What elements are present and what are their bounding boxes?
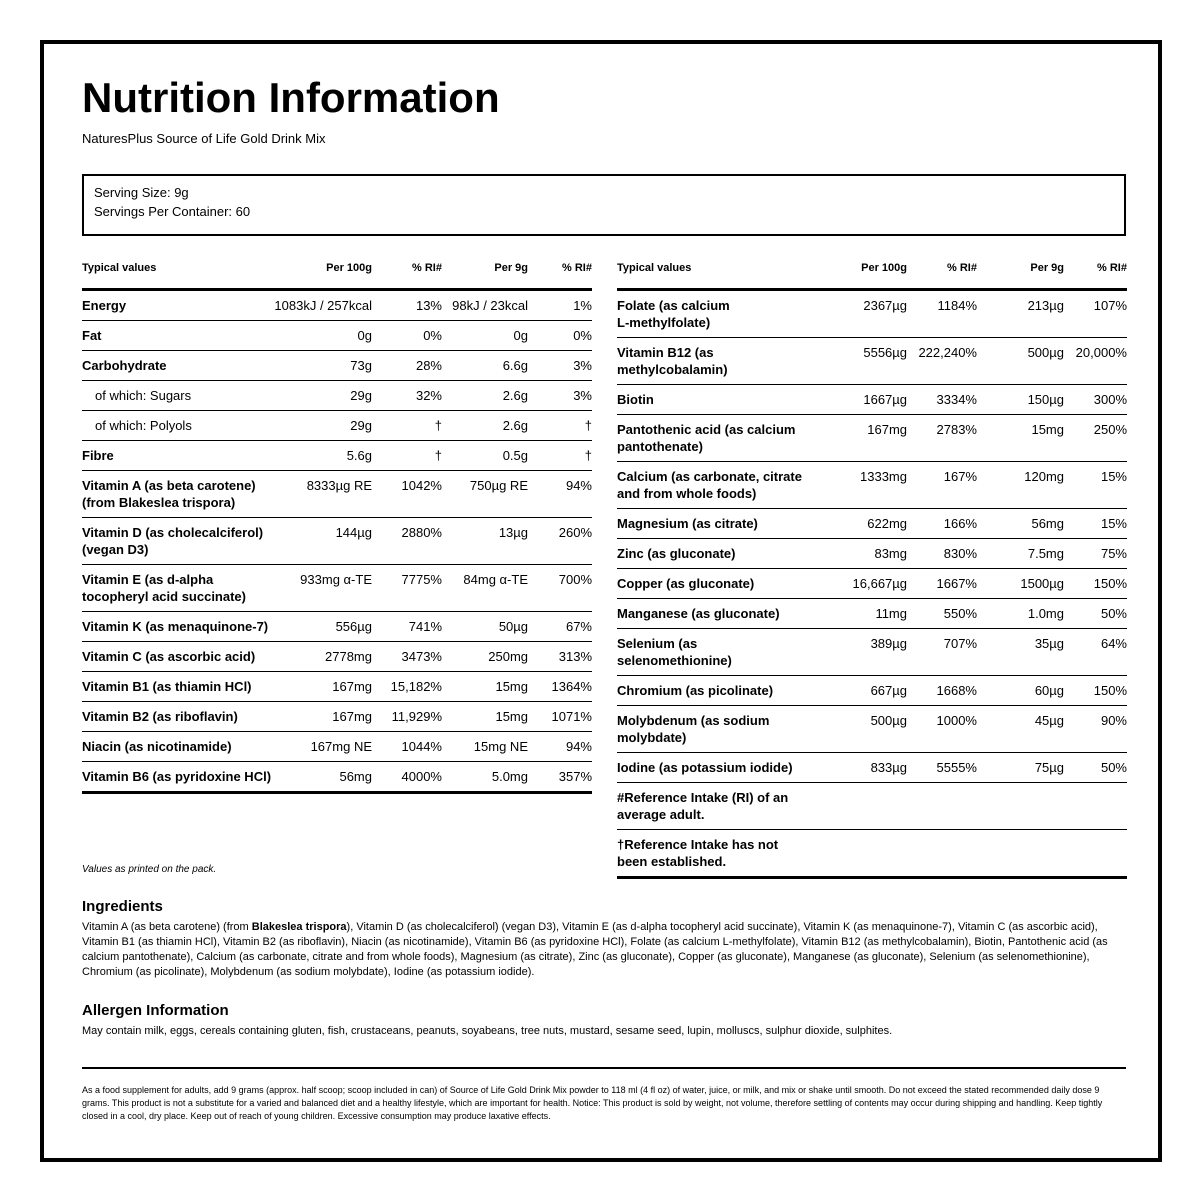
value-per-100g: 1667µg: [817, 385, 907, 415]
value-per-100g: 667µg: [817, 676, 907, 706]
ri-per-100g: 1667%: [907, 569, 977, 599]
allergen-text: May contain milk, eggs, cereals containing gluten, fish, crustaceans, peanuts, soyabeans, tree nuts, mustard, sesame seed, lupin, molluscs, sulphur dioxide, sulphites.: [82, 1025, 893, 1037]
nutrient-name: [617, 290, 817, 338]
value-per-9g: 60µg: [977, 676, 1064, 706]
table-row: [617, 599, 1127, 629]
value-per-100g: [817, 783, 907, 830]
nutrient-name-line: Calcium (as carbonate, citrate: [617, 469, 802, 484]
nutrient-name: Vitamin B1 (as thiamin HCl): [82, 672, 272, 702]
ri-per-100g: 3334%: [907, 385, 977, 415]
value-per-9g: 35µg: [977, 629, 1064, 676]
ri-per-9g: †: [528, 411, 592, 441]
nutrient-name: Fibre: [82, 441, 272, 471]
value-per-100g: 500µg: [817, 706, 907, 753]
nutrient-name-line: molybdate): [617, 730, 687, 745]
nutrition-table-right: [617, 258, 1127, 879]
nutrient-name-line: (from Blakeslea trispora): [82, 495, 236, 510]
nutrient-name: Biotin: [617, 385, 817, 415]
value-per-9g: 1500µg: [977, 569, 1064, 599]
nutrient-name-line: average adult.: [617, 807, 705, 822]
ri-per-9g: 0%: [528, 321, 592, 351]
ri-per-9g: 313%: [528, 642, 592, 672]
value-per-100g: 167mg: [272, 672, 372, 702]
value-per-100g: [817, 830, 907, 878]
value-per-100g: 5556µg: [817, 338, 907, 385]
value-per-9g: 15mg: [977, 415, 1064, 462]
ri-per-100g: 7775%: [372, 565, 442, 612]
nutrient-name-line: †Reference Intake has not: [617, 837, 779, 852]
nutrient-name: Copper (as gluconate): [617, 569, 817, 599]
nutrient-name: of which: Sugars: [82, 381, 272, 411]
serving-box: [82, 174, 1126, 236]
table-row: [82, 672, 592, 702]
value-per-9g: 6.6g: [442, 351, 528, 381]
ri-per-9g: 64%: [1064, 629, 1127, 676]
ri-per-100g: 1668%: [907, 676, 977, 706]
nutrient-name-line: Vitamin E (as d-alpha: [82, 572, 214, 587]
nutrient-name: [82, 471, 272, 518]
ri-per-100g: 707%: [907, 629, 977, 676]
nutrient-name: Chromium (as picolinate): [617, 676, 817, 706]
value-per-100g: 2778mg: [272, 642, 372, 672]
value-per-100g: 389µg: [817, 629, 907, 676]
table-row: [82, 518, 592, 565]
header-ri-9g: % RI#: [528, 258, 592, 290]
value-per-9g: [977, 830, 1064, 878]
nutrient-name: Carbohydrate: [82, 351, 272, 381]
nutrient-name: Vitamin B6 (as pyridoxine HCl): [82, 762, 272, 793]
value-per-9g: [977, 783, 1064, 830]
value-per-100g: 167mg: [817, 415, 907, 462]
ri-per-100g: 32%: [372, 381, 442, 411]
value-per-9g: 0.5g: [442, 441, 528, 471]
table-row: [82, 612, 592, 642]
ri-per-100g: †: [372, 411, 442, 441]
nutrient-name: of which: Polyols: [82, 411, 272, 441]
ri-per-9g: 20,000%: [1064, 338, 1127, 385]
nutrient-name: [82, 565, 272, 612]
value-per-9g: 7.5mg: [977, 539, 1064, 569]
nutrient-name-line: selenomethionine): [617, 653, 732, 668]
value-per-9g: 250mg: [442, 642, 528, 672]
ri-per-9g: 67%: [528, 612, 592, 642]
ingredients-bold-text: Blakeslea trispora: [251, 921, 347, 933]
ri-per-100g: 2880%: [372, 518, 442, 565]
ri-per-100g: 167%: [907, 462, 977, 509]
ri-per-100g: 13%: [372, 290, 442, 321]
ri-per-9g: 94%: [528, 471, 592, 518]
header-per-9g: Per 9g: [977, 258, 1064, 290]
ri-per-9g: [1064, 830, 1127, 878]
ri-per-100g: 741%: [372, 612, 442, 642]
ingredients-text-part: Vitamin A (as beta carotene) (from: [82, 921, 252, 933]
value-per-100g: 11mg: [817, 599, 907, 629]
table-row: [82, 441, 592, 471]
value-per-100g: 56mg: [272, 762, 372, 793]
nutrient-name-line: been established.: [617, 854, 727, 869]
table-header-row: [82, 258, 592, 290]
value-per-100g: 833µg: [817, 753, 907, 783]
value-per-100g: 167mg NE: [272, 732, 372, 762]
header-ri-9g: % RI#: [1064, 258, 1127, 290]
ri-per-9g: 3%: [528, 351, 592, 381]
ri-per-9g: 1071%: [528, 702, 592, 732]
value-per-9g: 213µg: [977, 290, 1064, 338]
ri-per-9g: 50%: [1064, 753, 1127, 783]
value-per-100g: 933mg α-TE: [272, 565, 372, 612]
allergen-heading: Allergen Information: [82, 1002, 229, 1019]
ri-per-9g: 250%: [1064, 415, 1127, 462]
value-per-100g: 73g: [272, 351, 372, 381]
table-row: [82, 565, 592, 612]
ri-per-9g: 150%: [1064, 676, 1127, 706]
nutrient-name-line: Vitamin D (as cholecalciferol): [82, 525, 264, 540]
product-name: NaturesPlus Source of Life Gold Drink Mix: [82, 131, 326, 146]
table-row: [617, 290, 1127, 338]
nutrient-name: [617, 706, 817, 753]
table-row: [617, 569, 1127, 599]
nutrient-name-line: tocopheryl acid succinate): [82, 589, 246, 604]
nutrient-name: [617, 629, 817, 676]
ri-per-9g: †: [528, 441, 592, 471]
ri-per-9g: 107%: [1064, 290, 1127, 338]
ri-per-100g: 1000%: [907, 706, 977, 753]
ri-per-9g: 90%: [1064, 706, 1127, 753]
table-row: [82, 411, 592, 441]
nutrient-name-line: Vitamin B12 (as: [617, 345, 714, 360]
ingredients-heading: Ingredients: [82, 898, 163, 915]
value-per-100g: 2367µg: [817, 290, 907, 338]
nutrient-name-line: L-methylfolate): [617, 315, 711, 330]
ri-per-100g: 11,929%: [372, 702, 442, 732]
ri-per-100g: 3473%: [372, 642, 442, 672]
header-typical-values: Typical values: [82, 258, 272, 290]
nutrient-name-line: pantothenate): [617, 439, 703, 454]
footer-text: As a food supplement for adults, add 9 grams (approx. half scoop; scoop included in can) of Source of Life Gold Drink Mix powder to 118 ml (4 fl oz) of water, juice, or milk, and mix or shake until smooth. Do not exceed the stated recommended daily dose 9 grams. This product is not a substitute for a varied and balanced diet and a healthy lifestyle, which are important for health. Notice: This product is sold by weight, not volume, therefore settling of contents may occur during shipping and handling. Keep tightly closed in a cool, dry place. Keep out of reach of young children. Excessive consumption may produce laxative effects.: [82, 1085, 1103, 1121]
nutrient-name-line: (vegan D3): [82, 542, 149, 557]
nutrient-name: [617, 830, 817, 878]
value-per-9g: 2.6g: [442, 381, 528, 411]
table-row: [82, 732, 592, 762]
nutrient-name: Energy: [82, 290, 272, 321]
nutrient-name-line: Pantothenic acid (as calcium: [617, 422, 796, 437]
value-per-9g: 84mg α-TE: [442, 565, 528, 612]
value-per-9g: 1.0mg: [977, 599, 1064, 629]
ri-per-9g: 700%: [528, 565, 592, 612]
header-per-100g: Per 100g: [272, 258, 372, 290]
page-title: Nutrition Information: [82, 74, 500, 121]
ri-per-100g: 2783%: [907, 415, 977, 462]
table-row: [617, 830, 1127, 878]
ri-per-9g: 1364%: [528, 672, 592, 702]
value-per-9g: 15mg: [442, 672, 528, 702]
table-row: [617, 706, 1127, 753]
value-per-9g: 2.6g: [442, 411, 528, 441]
table-header-row: [617, 258, 1127, 290]
nutrient-name: [82, 518, 272, 565]
ri-per-9g: 357%: [528, 762, 592, 793]
value-per-9g: 15mg NE: [442, 732, 528, 762]
value-per-9g: 98kJ / 23kcal: [442, 290, 528, 321]
ri-per-9g: 50%: [1064, 599, 1127, 629]
ri-per-100g: [907, 783, 977, 830]
footer-divider: [82, 1067, 1126, 1069]
table-row: [82, 351, 592, 381]
value-per-9g: 56mg: [977, 509, 1064, 539]
value-per-9g: 13µg: [442, 518, 528, 565]
nutrient-name: Niacin (as nicotinamide): [82, 732, 272, 762]
header-typical-values: Typical values: [617, 258, 817, 290]
nutrition-table-left: [82, 258, 592, 794]
ingredients-text: [82, 920, 1126, 980]
value-per-100g: 29g: [272, 411, 372, 441]
value-per-100g: 622mg: [817, 509, 907, 539]
value-per-100g: 144µg: [272, 518, 372, 565]
value-per-100g: 0g: [272, 321, 372, 351]
value-per-9g: 120mg: [977, 462, 1064, 509]
table-row: [617, 338, 1127, 385]
ri-per-100g: 830%: [907, 539, 977, 569]
ri-per-100g: 1044%: [372, 732, 442, 762]
header-per-100g: Per 100g: [817, 258, 907, 290]
nutrient-name: Vitamin K (as menaquinone-7): [82, 612, 272, 642]
table-row: [617, 783, 1127, 830]
ri-per-100g: 5555%: [907, 753, 977, 783]
ri-per-100g: 15,182%: [372, 672, 442, 702]
label-frame: [40, 40, 1162, 1162]
value-per-9g: 150µg: [977, 385, 1064, 415]
value-per-100g: 83mg: [817, 539, 907, 569]
header-per-9g: Per 9g: [442, 258, 528, 290]
table-row: [617, 415, 1127, 462]
ri-per-100g: 1184%: [907, 290, 977, 338]
nutrient-name-line: Vitamin A (as beta carotene): [82, 478, 256, 493]
nutrient-name: [617, 415, 817, 462]
ri-per-9g: 150%: [1064, 569, 1127, 599]
table-row: [617, 629, 1127, 676]
table-row: [82, 471, 592, 518]
nutrient-name: Manganese (as gluconate): [617, 599, 817, 629]
nutrient-name: Magnesium (as citrate): [617, 509, 817, 539]
ri-per-100g: 1042%: [372, 471, 442, 518]
ri-per-9g: [1064, 783, 1127, 830]
value-per-100g: 5.6g: [272, 441, 372, 471]
nutrient-name: [617, 338, 817, 385]
nutrient-name: [617, 462, 817, 509]
nutrient-name-line: #Reference Intake (RI) of an: [617, 790, 789, 805]
ri-per-9g: 1%: [528, 290, 592, 321]
value-per-9g: 45µg: [977, 706, 1064, 753]
ri-per-100g: 550%: [907, 599, 977, 629]
value-per-100g: 29g: [272, 381, 372, 411]
ri-per-100g: 166%: [907, 509, 977, 539]
nutrient-name-line: Selenium (as: [617, 636, 698, 651]
values-note: Values as printed on the pack.: [82, 864, 217, 875]
ri-per-9g: 3%: [528, 381, 592, 411]
ri-per-9g: 75%: [1064, 539, 1127, 569]
table-row: [617, 753, 1127, 783]
value-per-100g: 8333µg RE: [272, 471, 372, 518]
value-per-9g: 50µg: [442, 612, 528, 642]
value-per-9g: 750µg RE: [442, 471, 528, 518]
value-per-100g: 1333mg: [817, 462, 907, 509]
ri-per-9g: 300%: [1064, 385, 1127, 415]
table-row: [82, 642, 592, 672]
value-per-9g: 0g: [442, 321, 528, 351]
value-per-100g: 556µg: [272, 612, 372, 642]
value-per-9g: 5.0mg: [442, 762, 528, 793]
nutrient-name: Vitamin B2 (as riboflavin): [82, 702, 272, 732]
serving-size: Serving Size: 9g: [94, 185, 189, 200]
nutrient-name: Vitamin C (as ascorbic acid): [82, 642, 272, 672]
ri-per-9g: 94%: [528, 732, 592, 762]
servings-per-container: Servings Per Container: 60: [94, 204, 251, 219]
table-row: [82, 381, 592, 411]
table-row: [617, 385, 1127, 415]
ri-per-9g: 260%: [528, 518, 592, 565]
nutrient-name: Iodine (as potassium iodide): [617, 753, 817, 783]
value-per-100g: 1083kJ / 257kcal: [272, 290, 372, 321]
ri-per-100g: †: [372, 441, 442, 471]
value-per-100g: 167mg: [272, 702, 372, 732]
value-per-9g: 75µg: [977, 753, 1064, 783]
ri-per-100g: 222,240%: [907, 338, 977, 385]
table-row: [82, 762, 592, 793]
value-per-9g: 500µg: [977, 338, 1064, 385]
nutrient-name-line: Folate (as calcium: [617, 298, 730, 313]
table-row: [617, 509, 1127, 539]
ri-per-100g: 28%: [372, 351, 442, 381]
nutrient-name: Fat: [82, 321, 272, 351]
nutrient-name-line: Molybdenum (as sodium: [617, 713, 770, 728]
nutrient-name: [617, 783, 817, 830]
ri-per-9g: 15%: [1064, 509, 1127, 539]
ingredients-text-part: ), Vitamin D (as cholecalciferol) (vegan D3), Vitamin E (as d-alpha tocopheryl acid succinate), Vitamin K (as menaquinone-7), Vitamin C (as ascorbic acid), Vitamin B1 (as thiamin HCl), Vitamin B2 (as riboflavin), Niacin (as nicotinamide), Vitamin B6 (as pyridoxine HCl), Folate (as calcium L-methylfolate), Vitamin B12 (as methylcobalamin), Biotin, Pantothenic acid (as calcium pantothenate), Calcium (as carbonate, citrate and from whole foods), Magnesium (as citrate), Zinc (as gluconate), Copper (as gluconate), Manganese (as gluconate), Selenium (as selenomethionine), Chromium (as picolinate), Molybdenum (as sodium molybdate), Iodine (as potassium iodide).: [82, 921, 1108, 978]
table-row: [617, 539, 1127, 569]
table-row: [617, 676, 1127, 706]
table-row: [82, 290, 592, 321]
value-per-9g: 15mg: [442, 702, 528, 732]
ri-per-100g: 0%: [372, 321, 442, 351]
nutrient-name: Zinc (as gluconate): [617, 539, 817, 569]
table-row: [617, 462, 1127, 509]
ri-per-100g: 4000%: [372, 762, 442, 793]
nutrient-name-line: and from whole foods): [617, 486, 757, 501]
header-ri-100g: % RI#: [372, 258, 442, 290]
value-per-100g: 16,667µg: [817, 569, 907, 599]
nutrient-name-line: methylcobalamin): [617, 362, 728, 377]
table-row: [82, 321, 592, 351]
ri-per-9g: 15%: [1064, 462, 1127, 509]
table-row: [82, 702, 592, 732]
ri-per-100g: [907, 830, 977, 878]
header-ri-100g: % RI#: [907, 258, 977, 290]
